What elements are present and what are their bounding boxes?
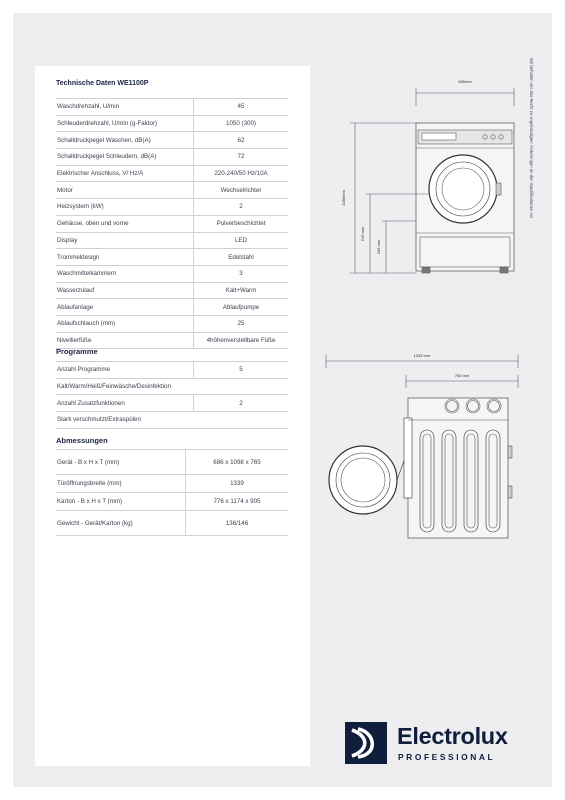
row-value: 1339 — [185, 475, 288, 492]
row-value: LED — [193, 233, 288, 249]
row-label: Gerät - B x H x T (mm) — [57, 458, 120, 466]
table-row — [56, 198, 288, 215]
row-label: Ablaufschlauch (mm) — [57, 320, 116, 328]
row-value: Ablaufpumpe — [193, 299, 288, 315]
row-value: Edelstahl — [193, 249, 288, 265]
brand-logo — [345, 722, 535, 766]
row-value: 776 x 1174 x 905 — [185, 493, 288, 510]
row-label: Gehäuse, oben und vorne — [57, 220, 129, 228]
table-row — [56, 131, 288, 148]
row-label: Motor — [57, 186, 73, 194]
brand-name: Electrolux — [397, 723, 508, 749]
table-row — [56, 215, 288, 232]
row-value: 2 — [193, 395, 288, 411]
row-value: 4höhenverstellbare Füße — [193, 333, 288, 349]
row-label: Elektrischer Anschluss, V/ Hz/A — [57, 170, 144, 178]
row-label: Nivellierfüße — [57, 336, 92, 344]
table-row — [56, 510, 288, 536]
row-label: Anzahl Programme — [57, 366, 110, 374]
row-value: 1050 (300) — [193, 116, 288, 132]
low-height-label: 336 mm — [376, 239, 381, 255]
table-row — [56, 232, 288, 249]
programs-table — [56, 361, 288, 429]
row-label: Karton - B x H x T (mm) — [57, 498, 123, 505]
row-label: Schalldruckpegel Schleudern, dB(A) — [57, 153, 157, 161]
table-row — [56, 181, 288, 198]
dimensions-title: Abmessungen — [56, 436, 108, 445]
table-row — [56, 148, 288, 165]
door-open-label: 1339 mm — [413, 353, 431, 358]
row-label: Türöffnungsbreite (mm) — [57, 480, 122, 487]
row-label: Wasserzulauf — [57, 286, 95, 294]
row-value: Kalt+Warm — [193, 283, 288, 299]
row-value: 220-240/50 Hz/10A — [193, 166, 288, 182]
row-label: Stark verschmutzt/Extraspülen — [57, 416, 141, 424]
row-value: 5 — [193, 362, 288, 378]
row-value: 686 x 1098 x 765 — [185, 450, 288, 474]
depth-label: 765 mm — [454, 373, 470, 378]
row-value: 136/146 — [185, 511, 288, 535]
table-row — [56, 361, 288, 378]
row-label: Waschmittelkammern — [57, 270, 117, 278]
row-label: Gewicht - Gerät/Karton (kg) — [57, 519, 133, 527]
table-row — [56, 394, 288, 411]
row-value: Pulverbeschichtet — [193, 216, 288, 232]
row-label: Heizsystem (kW) — [57, 203, 104, 211]
sheet-title: Technische Daten WE1100P — [56, 80, 149, 87]
row-value: 62 — [193, 132, 288, 148]
programs-title: Programme — [56, 347, 98, 356]
total-height-label: 1098mm — [341, 190, 346, 206]
table-row — [56, 411, 288, 429]
top-view-drawing — [318, 346, 528, 556]
row-value: 2 — [193, 199, 288, 215]
table-row — [56, 265, 288, 282]
row-value: 45 — [193, 99, 288, 115]
row-value: Wechselrichter — [193, 182, 288, 198]
spec-table — [56, 98, 288, 349]
table-row — [56, 248, 288, 265]
row-label: Schleuderdrehzahl, U/min (g-Faktor) — [57, 120, 158, 128]
table-row — [56, 474, 288, 492]
brand-sub: PROFESSIONAL — [398, 752, 496, 762]
electrolux-logo-mark-icon — [345, 722, 387, 764]
row-value: 25 — [193, 316, 288, 332]
table-row — [56, 315, 288, 332]
row-label: Schalldruckpegel Waschen, dB(A) — [57, 136, 151, 144]
front-width-label: 686mm — [458, 79, 472, 84]
row-value: 3 — [193, 266, 288, 282]
front-view-drawing — [330, 68, 530, 283]
door-height-label: 516 mm — [360, 226, 365, 242]
table-row — [56, 115, 288, 132]
row-value: 72 — [193, 149, 288, 165]
table-row — [56, 98, 288, 115]
table-row — [56, 378, 288, 395]
table-row — [56, 165, 288, 182]
table-row — [56, 298, 288, 315]
row-label: Ablaufanlage — [57, 303, 94, 311]
row-label: Kalt/Warm/Heiß/Feinwäsche/Desinfektion — [57, 383, 171, 391]
row-label: Display — [57, 236, 78, 244]
disclaimer-text: Wir behalten uns das Recht zu ungekündigten Änderungen an den Spezifikationen vor — [529, 58, 534, 219]
row-label: Trommeldesign — [57, 253, 100, 261]
row-label: Waschdrehzahl, U/min — [57, 103, 120, 111]
table-row — [56, 282, 288, 299]
dimensions-table — [56, 449, 288, 536]
table-row — [56, 492, 288, 510]
table-row — [56, 449, 288, 474]
row-label: Anzahl Zusatzfunktionen — [57, 399, 125, 407]
